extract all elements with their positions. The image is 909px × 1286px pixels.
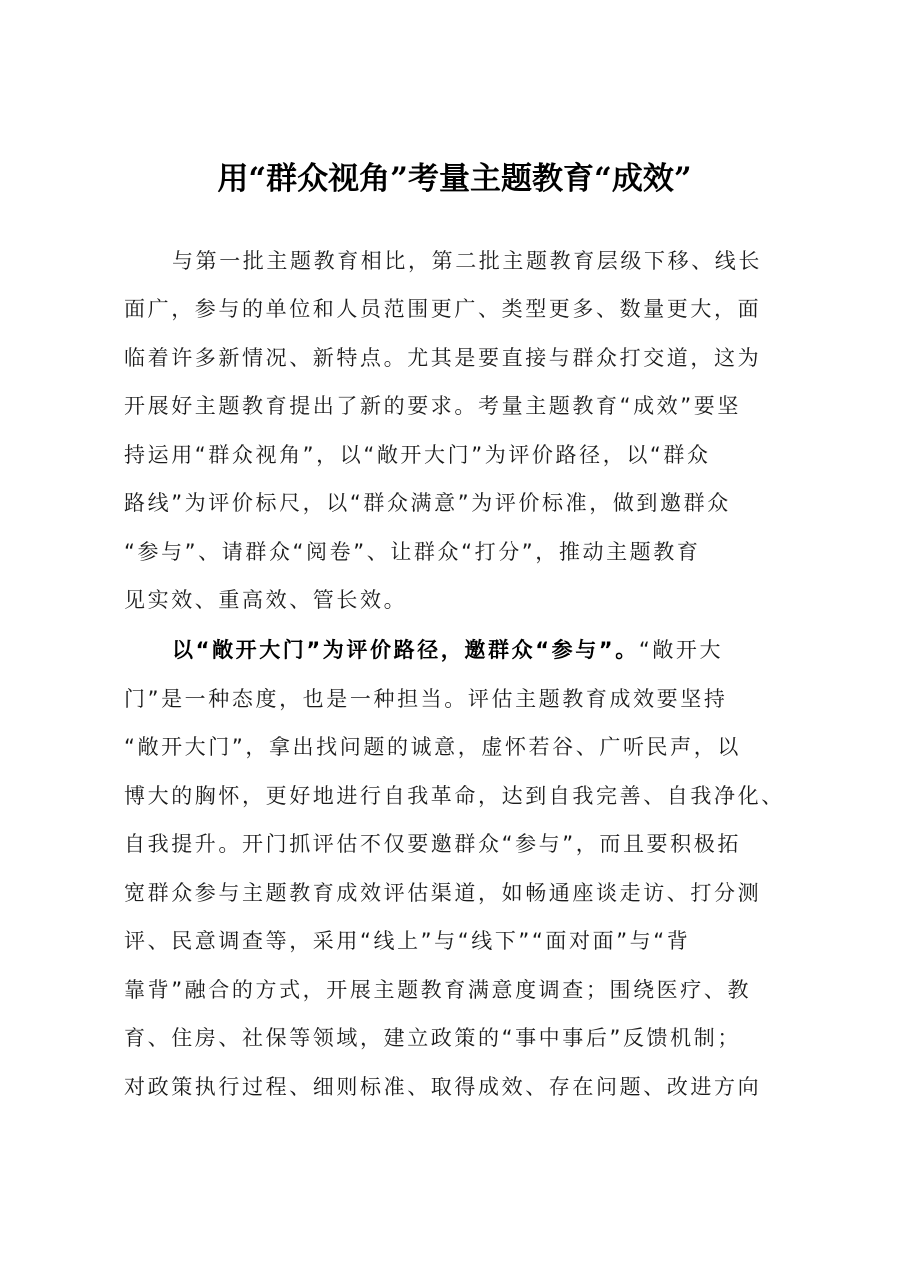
paragraph-text: “敞开大	[638, 638, 724, 662]
paragraph-line: 门”是一种态度，也是一种担当。评估主题教育成效要坚持	[124, 687, 728, 711]
paragraph-line: 育、住房、社保等领域，建立政策的“事中事后”反馈机制；	[124, 1026, 741, 1050]
paragraph-line: 路线”为评价标尺，以“群众满意”为评价标准，做到邀群众	[124, 491, 731, 515]
paragraph-line: 面广，参与的单位和人员范围更广、类型更多、数量更大，面	[124, 297, 762, 321]
paragraph-line: 博大的胸怀，更好地进行自我革命，达到自我完善、自我净化、	[124, 784, 785, 808]
paragraph-heading: 以“敞开大门”为评价路径，邀群众“参与”。	[172, 638, 639, 662]
paragraph-line: 持运用“群众视角”，以“敞开大门”为评价路径，以“群众	[124, 443, 711, 467]
paragraph-line: “参与”、请群众“阅卷”、让群众“打分”，推动主题教育	[124, 540, 701, 564]
paragraph-line: 见实效、重高效、管长效。	[124, 588, 408, 612]
paragraph-line: 靠背”融合的方式，开展主题教育满意度调查；围绕医疗、教	[124, 978, 752, 1002]
paragraph-line: 自我提升。开门抓评估不仅要邀群众“参与”，而且要积极拓	[124, 832, 741, 856]
paragraph-line: 宽群众参与主题教育成效评估渠道，如畅通座谈走访、打分测	[124, 881, 762, 905]
paragraph-line	[172, 630, 804, 670]
paragraph-line: “敞开大门”，拿出找问题的诚意，虚怀若谷、广听民声，以	[124, 735, 741, 759]
document-title: 用“群众视角”考量主题教育“成效”	[217, 161, 692, 197]
paragraph-line: 对政策执行过程、细则标准、取得成效、存在问题、改进方向	[124, 1075, 762, 1099]
paragraph-line: 临着许多新情况、新特点。尤其是要直接与群众打交道，这为	[124, 346, 762, 370]
paragraph-line: 与第一批主题教育相比，第二批主题教育层级下移、线长	[172, 249, 762, 273]
paragraph-line: 评、民意调查等，采用“线上”与“线下”“面对面”与“背	[124, 929, 691, 953]
paragraph-line: 开展好主题教育提出了新的要求。考量主题教育“成效”要坚	[124, 394, 741, 418]
